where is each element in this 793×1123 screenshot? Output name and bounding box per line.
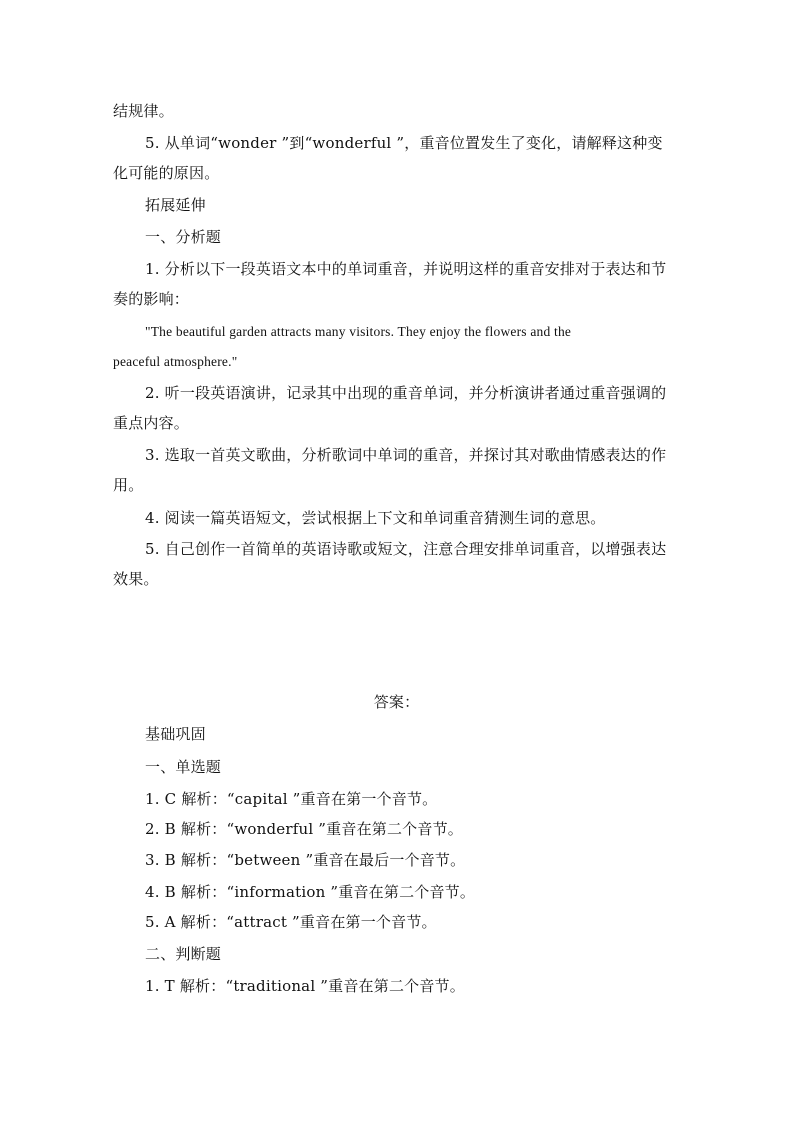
analysis-item-5-line-2: 效果。	[113, 570, 159, 588]
analysis-item-4: 4. 阅读一篇英语短文，尝试根据上下文和单词重音猜测生词的意思。	[145, 509, 606, 527]
question-5-line-2: 化可能的原因。	[113, 164, 220, 182]
answer-item: 3. B 解析：“between ”重音在最后一个音节。	[145, 851, 466, 869]
question-4-continuation: 结规律。	[113, 102, 174, 120]
answers-heading: 基础巩固	[145, 725, 206, 743]
question-5-line-1: 5. 从单词“wonder ”到“wonderful ”，重音位置发生了变化，请解释这种变	[145, 134, 663, 152]
answer-item: 2. B 解析：“wonderful ”重音在第二个音节。	[145, 820, 463, 838]
answer-item: 1. T 解析：“traditional ”重音在第二个音节。	[145, 977, 465, 995]
single-choice-section-heading: 一、单选题	[145, 758, 222, 776]
analysis-item-5-line-1: 5. 自己创作一首简单的英语诗歌或短文，注意合理安排单词重音，以增强表达	[145, 540, 667, 558]
analysis-item-1-line-2: 奏的影响：	[113, 290, 190, 308]
analysis-item-3-line-2: 用。	[113, 476, 144, 494]
analysis-item-3-line-1: 3. 选取一首英文歌曲，分析歌词中单词的重音，并探讨其对歌曲情感表达的作	[145, 446, 667, 464]
analysis-section-heading: 一、分析题	[145, 228, 222, 246]
quoted-text-line-1: "The beautiful garden attracts many visitors. They enjoy the flowers and the	[145, 324, 572, 339]
answer-item: 4. B 解析：“information ”重音在第二个音节。	[145, 883, 476, 901]
answer-item: 5. A 解析：“attract ”重音在第一个音节。	[145, 913, 437, 931]
answers-title: 答案：	[373, 693, 420, 711]
answer-item: 1. C 解析：“capital ”重音在第一个音节。	[145, 790, 438, 808]
quoted-text-line-2: peaceful atmosphere."	[113, 354, 238, 369]
analysis-item-2-line-2: 重点内容。	[113, 414, 190, 432]
judgment-section-heading: 二、判断题	[145, 945, 222, 963]
extension-heading: 拓展延伸	[145, 196, 206, 214]
analysis-item-2-line-1: 2. 听一段英语演讲，记录其中出现的重音单词，并分析演讲者通过重音强调的	[145, 384, 667, 402]
analysis-item-1-line-1: 1. 分析以下一段英语文本中的单词重音，并说明这样的重音安排对于表达和节	[145, 260, 667, 278]
